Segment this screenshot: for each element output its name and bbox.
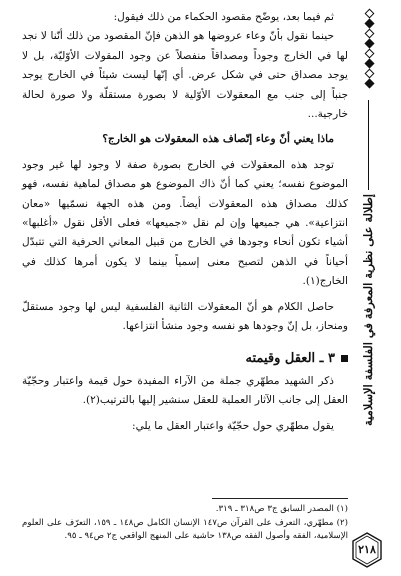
- side-divider: [368, 100, 369, 190]
- main-text: [22, 8, 348, 436]
- paragraph-answer: توجد هذه المعقولات في الخارج بصورة صفة لا وجود لها غير وجود الموضوع نفسه؛ يعني كما أنّ ذاك الموضوع هو مصداق لماهية نفسه، فهو كذلك مصداق هذه المعقولات أيضاً. ومن هذه الجهة نسمّيها «معان انتزاعية». هي جميعها وإن لم نقل «جميعها» فعلى الأقل نقول «أغلبها» أشياء تكون أنحاء وجودها في الخارج من قبيل المعاني الحرفية التي تتبدّل أحياناً في الذهن لتصبح معنى إسمياً بينما لا يكون أمرها كذلك في الخارج(١).: [22, 158, 348, 288]
- square-bullet-icon: [341, 355, 348, 362]
- paragraph-conclusion: حاصل الكلام هو أنّ المعقولات الثانية الفلسفية ليس لها وجود مستقلّ ومنحاز، بل إنّ وجودها هو نفسه وجود منشأ انتزاعها.: [22, 300, 348, 333]
- footnote-1: (١) المصدر السابق ج٣ ص٣١٨ ـ ٣١٩.: [215, 504, 348, 514]
- section-heading: [22, 349, 348, 368]
- diamond-ornament-icon: [362, 10, 376, 87]
- section-lead-in: يقول مطهّري حول حجّيّة واعتبار العقل ما يلي:: [132, 419, 334, 432]
- page-number: ٢١٨: [358, 543, 376, 556]
- side-running-head: [352, 10, 382, 530]
- running-title: إطلالة على نظرية المعرفة في الفلسفة الإسلامية: [361, 194, 375, 426]
- footnote-separator: [212, 498, 348, 499]
- footnote-2: (٢) مطهّري، التعرف على القرآن ص١٤٧ الإنسان الكامل ص١٤٨ ـ ١٥٩، التعرّف على العلوم الإسلامية، الفقه وأصول الفقه ص١٣٨ حاشية على المنهج الواقعي ج٢ ص٩٤ ـ ٩٥.: [22, 517, 349, 541]
- paragraph-quote: حينما نقول بأنّ وعاء عروضها هو الذهن فإنّ المقصود من ذلك أنّنا لا نجد لها في الخارج وجوداً ومصداقاً منفصلاً عن وجود المقولات الأوّليّة، بل لا يوجد مصداق حتى في شكل عرض. أي إنّها ليست شيئاً في الخارج يوجد جنباً إلى جنب مع المعقولات الأوّلية لا بصورة مستقلّة ولا صورة لحالة خارجية...: [22, 30, 348, 121]
- footnotes: [22, 503, 348, 544]
- section-heading-text: ٣ ـ العقل وقيمته: [245, 350, 335, 366]
- paragraph-intro: ثم فيما بعد، يوضّح مقصود الحكماء من ذلك فيقول:: [113, 11, 334, 23]
- page-number-badge: [352, 532, 382, 568]
- section-paragraph: ذكر الشهيد مطهّري جملة من الآراء المفيدة حول قيمة واعتبار وحجّيّة العقل إلى جانب الآثار العملية للعقل سنشير إليها بالترتيب(٢).: [22, 374, 348, 407]
- question-line: ماذا يعني أنّ وعاء إتّصاف هذه المعقولات هو الخارج؟: [102, 133, 334, 146]
